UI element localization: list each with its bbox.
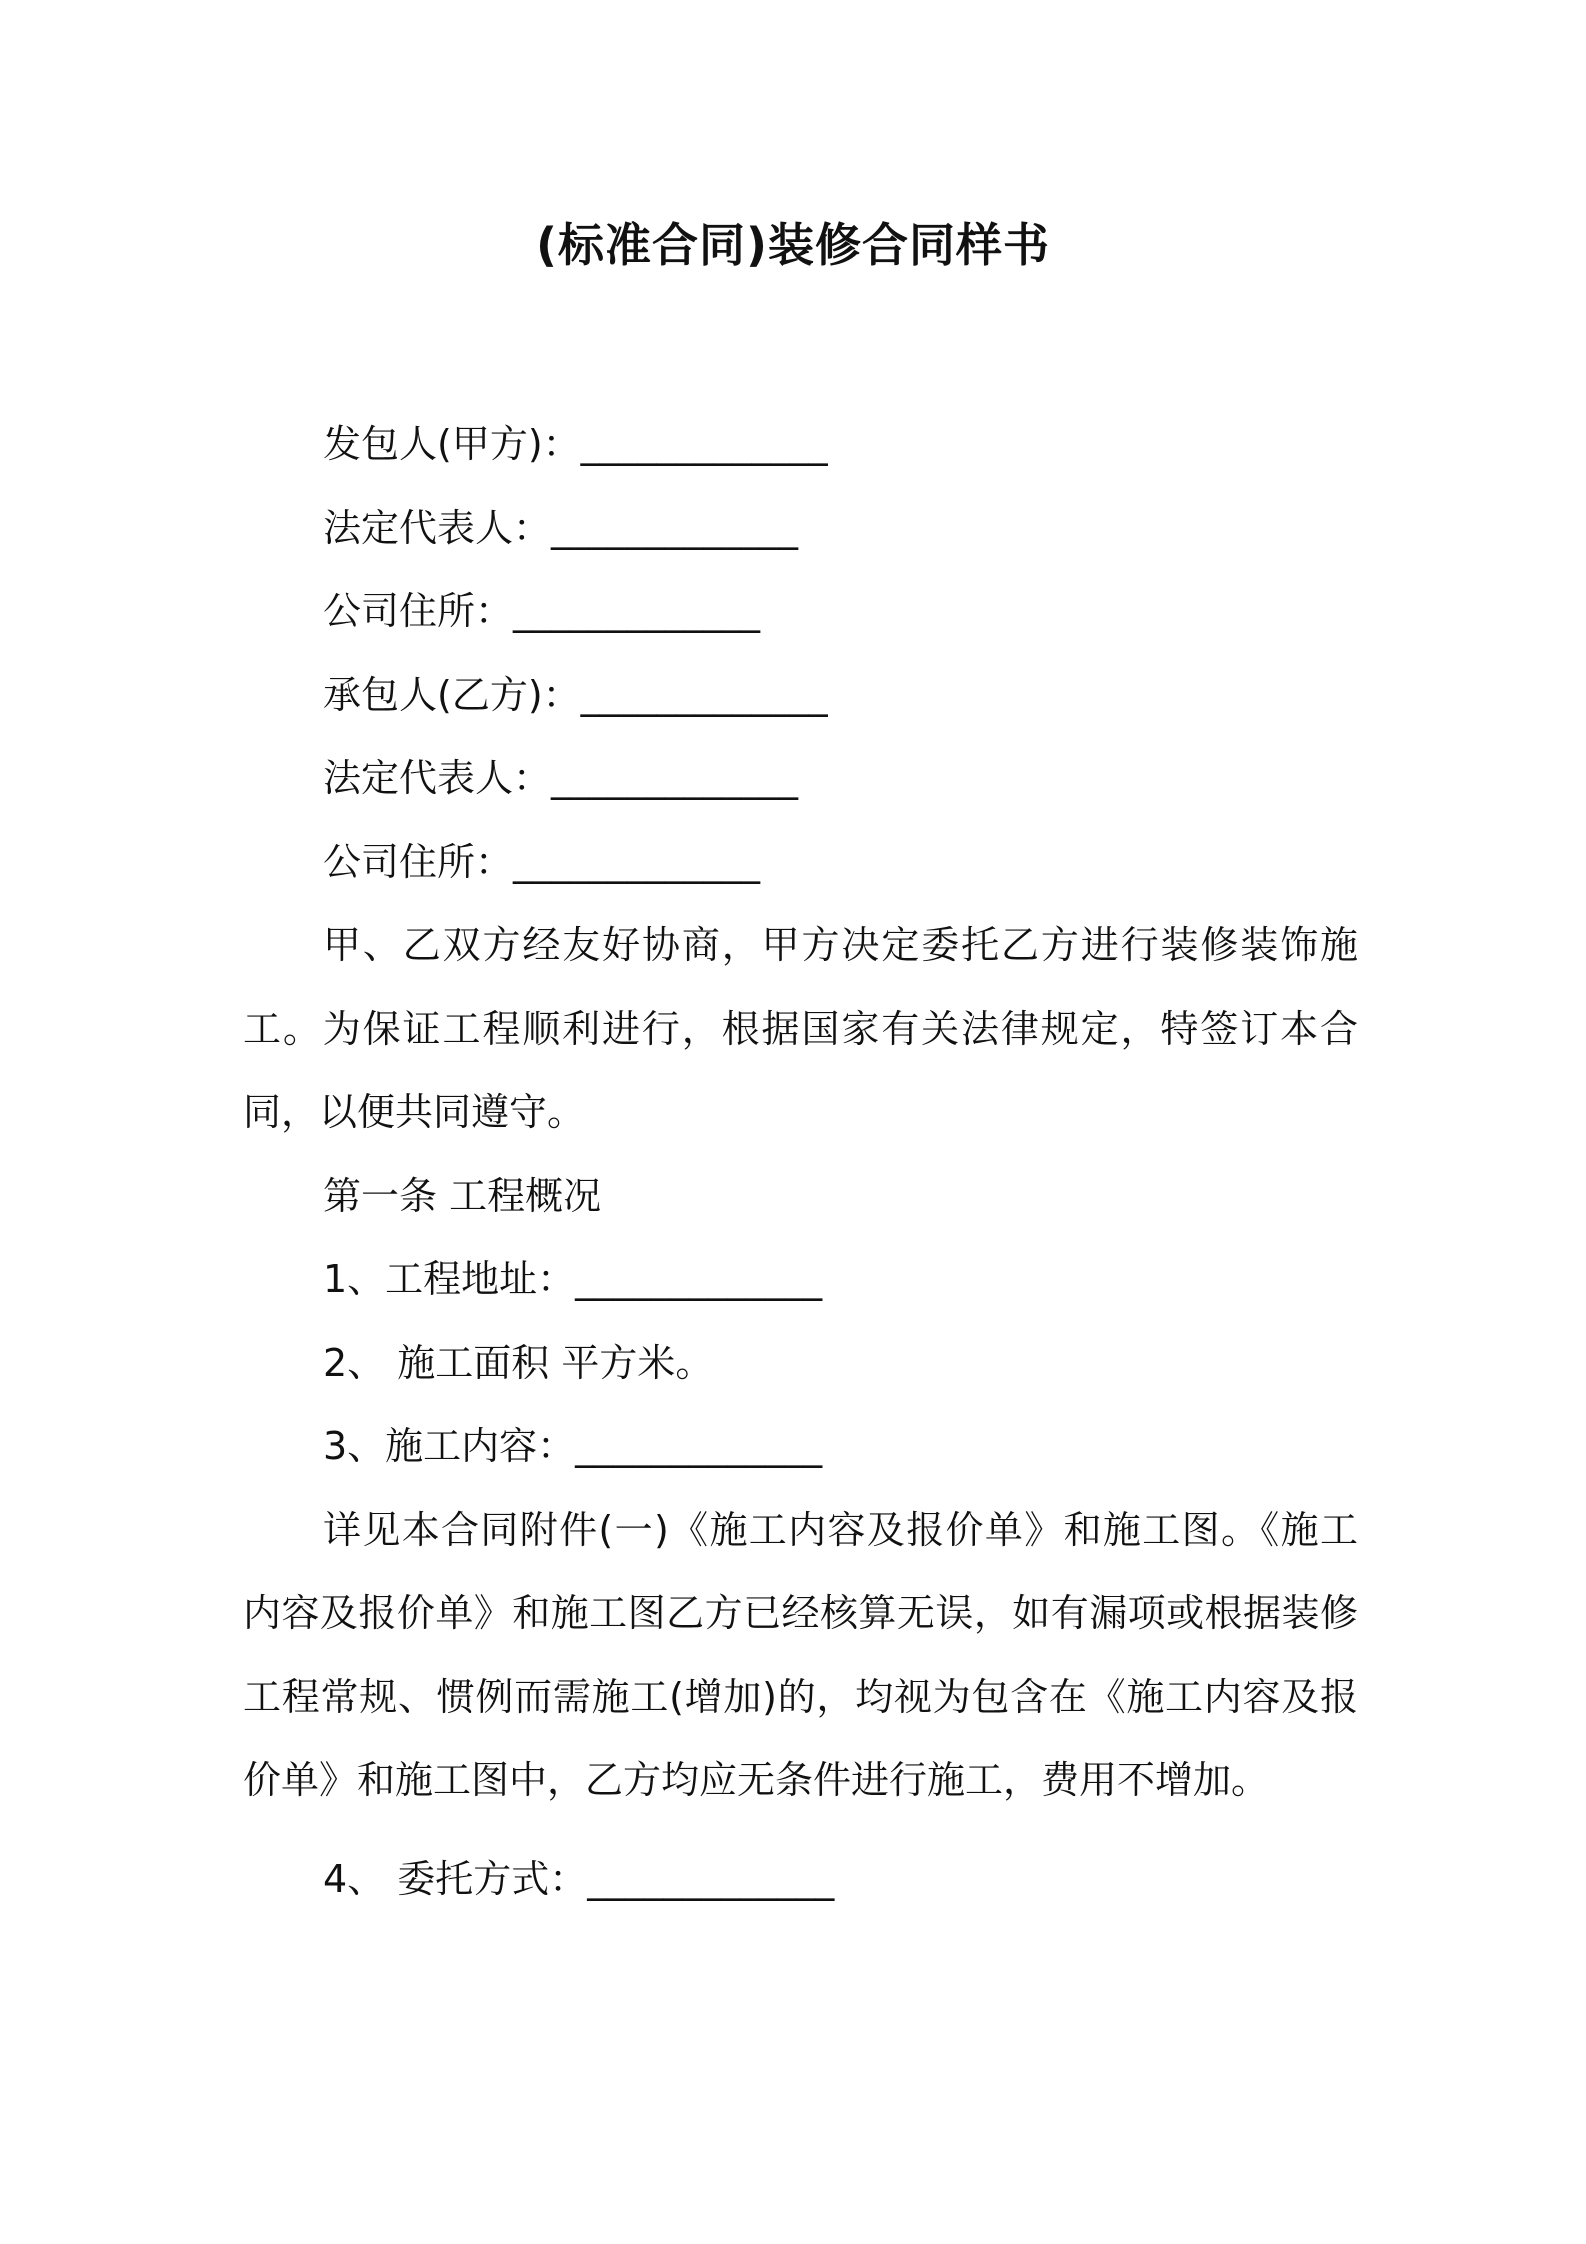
party-b-representative-line: 法定代表人：_____________ [323, 756, 799, 800]
article-1-heading: 第一条 工程概况 [323, 1173, 602, 1218]
party-b-name-line: 承包人(乙方)：_____________ [323, 672, 828, 717]
party-b-address-line: 公司住所：_____________ [323, 839, 761, 884]
party-a-name-line: 发包人(甲方)：_____________ [323, 422, 828, 466]
article-1-detail-paragraph: 详见本合同附件(一)《施工内容及报价单》和施工图。《施工内容及报价单》和施工图乙方已经核算无误，如有漏项或根据装修工程常规、惯例而需施工(增加)的，均视为包含在《施工内容及报价单》和施工图中，乙方均应无条件进行施工，费用不增加。 [243, 1507, 1358, 1802]
article-1-item-3: 3、施工内容：_____________ [323, 1424, 823, 1468]
party-a-address-line: 公司住所：_____________ [323, 589, 761, 633]
document-body [243, 403, 1358, 1921]
document-title: (标准合同)装修合同样书 [535, 218, 1051, 272]
party-a-representative-line: 法定代表人：_____________ [323, 505, 799, 550]
intro-paragraph: 甲、乙双方经友好协商，甲方决定委托乙方进行装修装饰施工。为保证工程顺利进行，根据国家有关法律规定，特签订本合同，以便共同遵守。 [243, 923, 1358, 1134]
article-1-item-2: 2、 施工面积 平方米。 [323, 1340, 714, 1385]
article-1-item-4: 4、 委托方式：_____________ [323, 1856, 835, 1901]
article-1-item-1: 1、工程地址：_____________ [323, 1257, 823, 1301]
